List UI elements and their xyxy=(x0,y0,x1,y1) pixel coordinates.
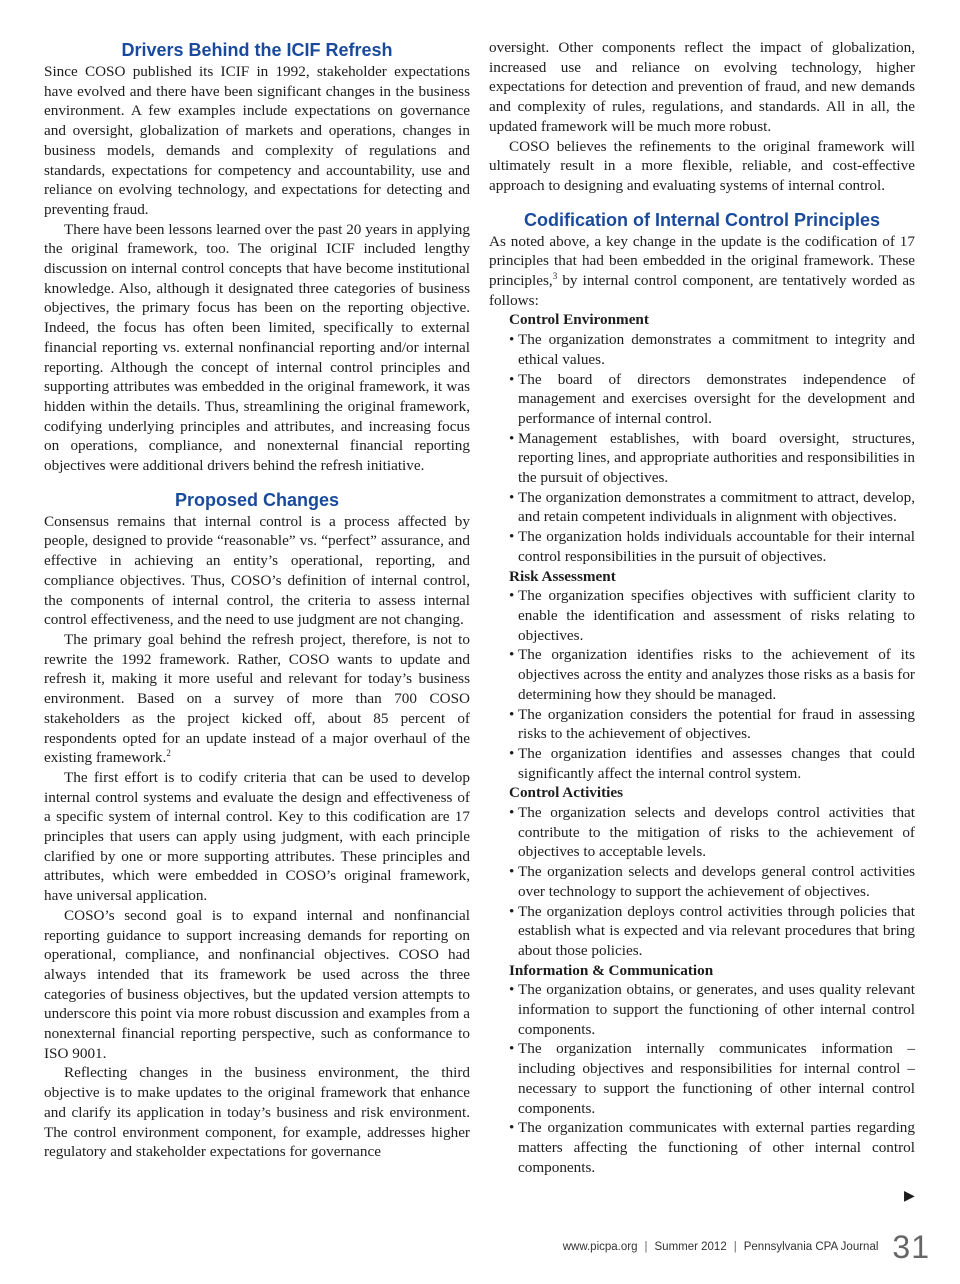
paragraph: Since COSO published its ICIF in 1992, stakeholder expectations have evolved and there have been significant changes in the business environment. A few examples include expectations on governance and oversight, globalization of markets and operations, changes in business models, demands and complexity of regulations and standards, expectations for competency and accountability, use and reliance on evolving technology, and expectations for detecting and preventing fraud. xyxy=(44,63,470,218)
footer-separator: | xyxy=(644,1241,648,1253)
list-item: • The organization communicates with external parties regarding matters affecting the functioning of other internal control components. xyxy=(509,1118,915,1177)
principle-list xyxy=(489,330,915,566)
left-column xyxy=(44,38,470,1162)
footnote-ref: 2 xyxy=(166,748,171,759)
subheading-information-communication: Information & Communication xyxy=(509,961,714,979)
footer-publication: Pennsylvania CPA Journal xyxy=(743,1241,879,1253)
paragraph xyxy=(489,232,915,311)
footnote-ref: 3 xyxy=(552,270,558,281)
paragraph: Reflecting changes in the business environment, the third objective is to make updates to the original framework that enhance and clarify its application in today’s business and risk environment. The control environment component, for example, addresses higher regulatory and stakeholder expectations for governance xyxy=(44,1064,470,1161)
principle-list xyxy=(489,803,915,961)
list-item: • The organization specifies objectives with sufficient clarity to enable the identification and assessment of risks relating to objectives. xyxy=(509,586,915,645)
principle-list xyxy=(489,586,915,783)
paragraph: Consensus remains that internal control is a process affected by people, designed to provide “reasonable” vs. “perfect” assurance, and effective in achieving an entity’s operational, reporting, and compliance objectives. Thus, COSO’s definition of internal control, the components of internal control, the criteria to assess internal control effectiveness, and the need to use judgment are not changing. xyxy=(44,512,470,629)
principle-list xyxy=(489,980,915,1177)
right-column xyxy=(489,38,915,1177)
paragraph-text: As noted above, a key change in the update is the codification of 17 principles that had been embedded in the original framework. These principles, xyxy=(489,232,915,290)
paragraph: COSO’s second goal is to expand internal and nonfinancial reporting guidance to support increasing demands for reporting on operational, compliance, and nonfinancial objectives. COSO had always intended that its framework be used across the three categories of business objectives, but the updated version attempts to underscore this point via more robust discussion and examples from a nonexternal financial reporting perspective, such as conformance to ISO 9001. xyxy=(44,906,470,1062)
paragraph-text: The primary goal behind the refresh project, therefore, is not to rewrite the 1992 framework. Rather, COSO wants to update and refresh it, making it more useful and relevant for today’s business environment. Based on a survey of more than 700 COSO stakeholders as the project kicked off, about 85 percent of respondents opted for an update instead of a major overhaul of the existing framework. xyxy=(44,630,470,767)
list-item: • The organization deploys control activities through policies that establish what is expected and via relevant procedures that bring about those policies. xyxy=(509,902,915,961)
subheading-control-environment: Control Environment xyxy=(509,311,649,329)
paragraph: oversight. Other components reflect the impact of globalization, increased use and reliance on evolving technology, higher expectations for detection and prevention of fraud, and new demands and complexity of rules, regulations, and standards. All in all, the updated framework will be much more robust. xyxy=(489,39,915,135)
list-item: • Management establishes, with board oversight, structures, reporting lines, and appropriate authorities and responsibilities in the pursuit of objectives. xyxy=(509,429,915,488)
section-heading-proposed-changes: Proposed Changes xyxy=(174,489,340,510)
footer-issue: Summer 2012 xyxy=(654,1241,727,1253)
continue-arrow-icon: ▶ xyxy=(904,1188,915,1204)
list-item: • The organization holds individuals accountable for their internal control responsibilities in the pursuit of objectives. xyxy=(509,527,915,566)
page-footer xyxy=(490,1230,930,1264)
list-item: • The organization identifies risks to the achievement of its objectives across the entity and analyzes those risks as a basis for determining how they should be managed. xyxy=(509,645,915,704)
paragraph xyxy=(44,630,470,768)
section-heading-drivers: Drivers Behind the ICIF Refresh xyxy=(121,40,393,60)
paragraph: There have been lessons learned over the past 20 years in applying the original framework, too. The original ICIF included lengthy discussion on internal control concepts that have become institutional knowledge. Also, although it designated three categories of business objectives, the primary focus has been on the reporting objective. Indeed, the focus has often been limited, specifically to external financial reporting vs. external nonfinancial reporting and/or internal reporting. Although the concept of internal control principles and supporting attributes was embedded in the original framework, it was hidden within the details. Thus, streamlining the original framework, codifying underlying principles and attributes, and increasing focus on operations, compliance, and nonexternal financial reporting objectives were additional drivers behind the refresh initiative. xyxy=(44,220,470,475)
paragraph: COSO believes the refinements to the original framework will ultimately result in a more flexible, reliable, and cost-effective approach to designing and evaluating systems of internal control. xyxy=(489,137,915,194)
list-item: • The organization demonstrates a commitment to attract, develop, and retain competent individuals in alignment with objectives. xyxy=(509,488,915,527)
subheading-control-activities: Control Activities xyxy=(509,784,624,802)
list-item: • The organization selects and develops control activities that contribute to the mitigation of risks to the achievement of objectives to acceptable levels. xyxy=(509,803,915,862)
section-heading-codification: Codification of Internal Control Principles xyxy=(523,209,881,230)
footer-url: www.picpa.org xyxy=(562,1241,638,1253)
list-item: • The organization considers the potential for fraud in assessing risks to the achievement of objectives. xyxy=(509,705,915,744)
list-item: • The organization selects and develops general control activities over technology to support the achievement of objectives. xyxy=(509,862,915,901)
list-item: • The organization internally communicates information – including objectives and responsibilities for internal control – necessary to support the functioning of other internal control components. xyxy=(509,1039,915,1118)
footer-separator: | xyxy=(733,1241,737,1253)
subheading-risk-assessment: Risk Assessment xyxy=(509,567,616,585)
list-item: • The organization obtains, or generates, and uses quality relevant information to support the functioning of other internal control components. xyxy=(509,980,915,1039)
page-number: 31 xyxy=(892,1228,930,1265)
paragraph: The first effort is to codify criteria that can be used to develop internal control systems and evaluate the design and effectiveness of a specific system of internal control. Key to this codification are 17 principles that users can apply using judgment, with each principle clarified by one or more supporting attributes. These principles and attributes, which were embedded in COSO’s original framework, have universal application. xyxy=(44,768,470,905)
paragraph-text: by internal control component, are tentatively worded as follows: xyxy=(489,272,915,309)
list-item: • The organization identifies and assesses changes that could significantly affect the internal control system. xyxy=(509,744,915,783)
list-item: • The board of directors demonstrates independence of management and exercises oversight for the development and performance of internal control. xyxy=(509,370,915,429)
list-item: • The organization demonstrates a commitment to integrity and ethical values. xyxy=(509,330,915,369)
